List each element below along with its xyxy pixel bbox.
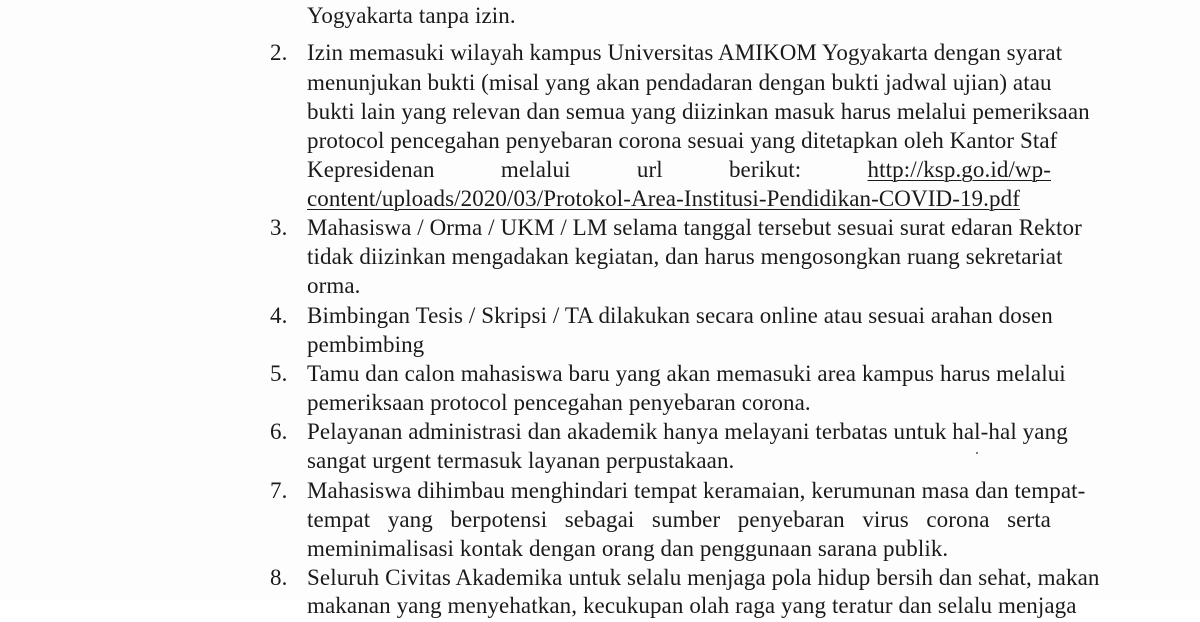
item-2-line: bukti lain yang relevan dan semua yang diizinkan masuk harus melalui pemeriksaan [307,99,1090,124]
item-number: 2. [270,40,288,65]
item-2-url-line [307,156,1051,186]
item-8-line: makanan yang menyehatkan, kecukupan olah raga yang teratur dan selalu menjaga [307,593,1077,618]
item-7-line: tempat yang berpotensi sebagai sumber penyebaran virus corona serta [307,507,1051,532]
item-5-line: pemeriksaan protocol pencegahan penyebaran corona. [307,390,811,415]
item-number: 6. [270,419,288,444]
item-2-url-line [307,185,1051,215]
item-number: 7. [270,478,288,503]
item-3-line: tidak diizinkan mengadakan kegiatan, dan harus mengosongkan ruang sekretariat [307,244,1063,269]
prev-item-line: Yogyakarta tanpa izin. [307,3,516,28]
scan-speck [976,452,978,454]
item-4-line: pembimbing [307,332,425,357]
item-number: 5. [270,361,288,386]
item-2-line: Izin memasuki wilayah kampus Universitas AMIKOM Yogyakarta dengan syarat [307,40,1063,65]
item-4-line: Bimbingan Tesis / Skripsi / TA dilakukan secara online atau sesuai arahan dosen [307,303,1053,328]
word: berikut: [728,157,802,182]
item-7-line: meminimalisasi kontak dengan orang dan penggunaan sarana publik. [307,536,949,561]
item-number: 3. [270,215,288,240]
item-5-line: Tamu dan calon mahasiswa baru yang akan memasuki area kampus harus melalui [307,361,1066,386]
item-3-line: Mahasiswa / Orma / UKM / LM selama tanggal tersebut sesuai surat edaran Rektor [307,215,1082,240]
word: url [636,157,663,182]
item-7-line: Mahasiswa dihimbau menghindari tempat keramaian, kerumunan masa dan tempat- [307,478,1086,503]
item-number: 8. [270,565,288,590]
protocol-url-link[interactable]: http://ksp.go.id/wp- [867,157,1051,182]
item-2-line: menunjukan bukti (misal yang akan pendadaran dengan bukti jadwal ujian) atau [307,70,1052,95]
item-number: 4. [270,303,288,328]
item-2-line: protocol pencegahan penyebaran corona sesuai yang ditetapkan oleh Kantor Staf [307,128,1058,153]
protocol-url-link[interactable]: content/uploads/2020/03/Protokol-Area-Institusi-Pendidikan-COVID-19.pdf [307,186,1020,211]
word: Kepresidenan [307,157,435,182]
item-6-line: Pelayanan administrasi dan akademik hanya melayani terbatas untuk hal-hal yang [307,419,1068,444]
item-8-line: Seluruh Civitas Akademika untuk selalu menjaga pola hidup bersih dan sehat, makan [307,565,1100,590]
item-3-line: orma. [307,273,361,298]
item-6-line: sangat urgent termasuk layanan perpustakaan. [307,448,735,473]
word: melalui [500,157,571,182]
